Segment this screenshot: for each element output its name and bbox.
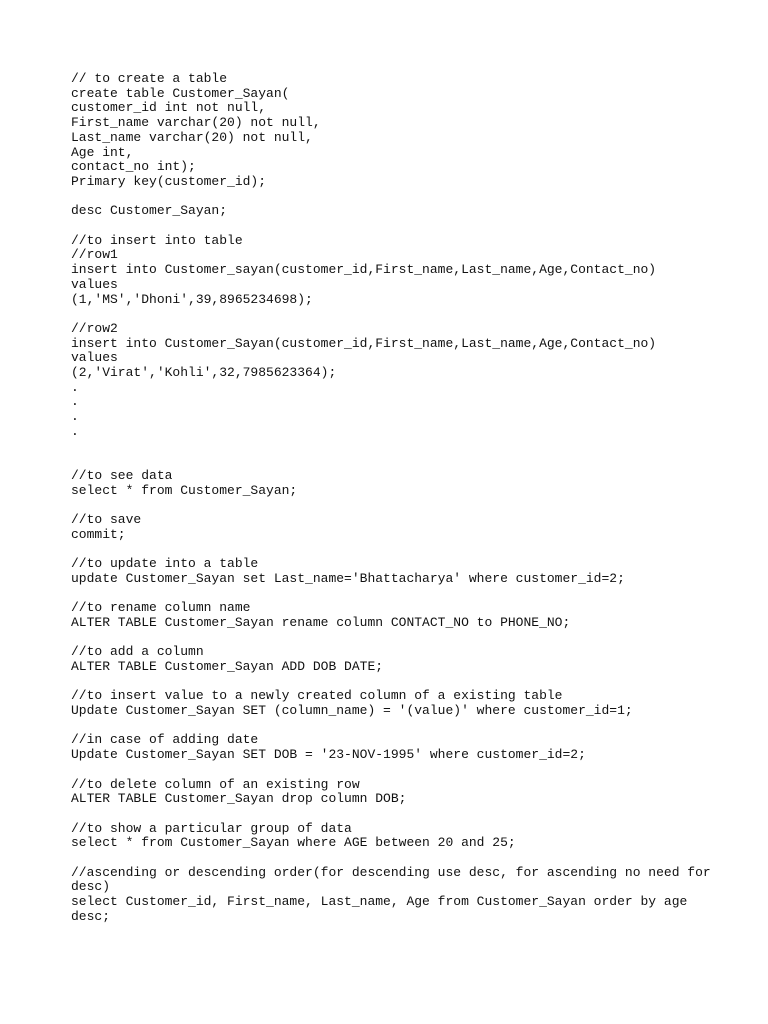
blank-line — [71, 440, 751, 455]
comment-line: //to insert value to a newly created column of a existing table — [71, 688, 563, 704]
ellipsis-dot: . — [71, 394, 79, 410]
blank-line — [71, 631, 751, 646]
code-line: Update Customer_Sayan SET DOB = '23-NOV-1995' where customer_id=2; — [71, 747, 586, 763]
code-line: insert into Customer_Sayan(customer_id,First_name,Last_name,Age,Contact_no) — [71, 335, 657, 351]
code-line: (2,'Virat','Kohli',32,7985623364); — [71, 365, 337, 381]
blank-line — [71, 190, 751, 205]
comment-line: //row2 — [71, 320, 118, 336]
code-line: update Customer_Sayan set Last_name='Bhattacharya' where customer_id=2; — [71, 570, 625, 586]
code-line: (1,'MS','Dhoni',39,8965234698); — [71, 291, 313, 307]
blank-line — [71, 675, 751, 690]
blank-line — [71, 807, 751, 822]
code-line: desc Customer_Sayan; — [71, 203, 228, 219]
blank-line — [71, 219, 751, 234]
ellipsis-dot: . — [71, 423, 79, 439]
blank-line — [71, 454, 751, 469]
blank-line — [71, 307, 751, 322]
comment-line: //ascending or descending order(for descending use desc, for ascending no need for — [71, 864, 711, 880]
code-line: create table Customer_Sayan( — [71, 85, 290, 101]
blank-line — [71, 498, 751, 513]
comment-line: //row1 — [71, 247, 118, 263]
code-line: ALTER TABLE Customer_Sayan drop column DOB; — [71, 791, 407, 807]
code-line: values — [71, 350, 118, 366]
ellipsis-dot: . — [71, 379, 79, 395]
code-line: select * from Customer_Sayan where AGE between 20 and 25; — [71, 835, 516, 851]
comment-line: //in case of adding date — [71, 732, 259, 748]
comment-line: //to add a column — [71, 644, 204, 660]
code-line: select Customer_id, First_name, Last_name, Age from Customer_Sayan order by age — [71, 894, 688, 910]
blank-line — [71, 851, 751, 866]
code-line: Update Customer_Sayan SET (column_name) = '(value)' where customer_id=1; — [71, 703, 633, 719]
comment-line: // to create a table — [71, 71, 228, 86]
code-line: First_name varchar(20) not null, — [71, 115, 321, 131]
comment-line: //to show a particular group of data — [71, 820, 352, 836]
code-line: Age int, — [71, 144, 134, 160]
code-line: ALTER TABLE Customer_Sayan rename column CONTACT_NO to PHONE_NO; — [71, 614, 571, 630]
code-line: desc; — [71, 908, 111, 924]
blank-line — [71, 719, 751, 734]
code-line: ALTER TABLE Customer_Sayan ADD DOB DATE; — [71, 658, 384, 674]
comment-line: //to save — [71, 512, 142, 527]
code-line: select * from Customer_Sayan; — [71, 482, 298, 498]
blank-line — [71, 542, 751, 557]
code-line: values — [71, 276, 118, 292]
sql-code-block — [71, 72, 751, 925]
comment-line: //to insert into table — [71, 232, 243, 248]
code-line: Primary key(customer_id); — [71, 173, 267, 189]
comment-line: //to rename column name — [71, 600, 251, 616]
blank-line — [71, 763, 751, 778]
comment-line: desc) — [71, 879, 111, 895]
code-line: insert into Customer_sayan(customer_id,First_name,Last_name,Age,Contact_no) — [71, 262, 657, 278]
ellipsis-dot: . — [71, 409, 79, 425]
blank-line — [71, 587, 751, 602]
code-line: customer_id int not null, — [71, 100, 267, 116]
code-line: contact_no int); — [71, 159, 196, 175]
comment-line: //to delete column of an existing row — [71, 776, 360, 792]
document-page — [71, 72, 751, 925]
code-line: Last_name varchar(20) not null, — [71, 129, 313, 145]
comment-line: //to update into a table — [71, 556, 259, 572]
code-line: commit; — [71, 526, 126, 542]
comment-line: //to see data — [71, 467, 173, 483]
